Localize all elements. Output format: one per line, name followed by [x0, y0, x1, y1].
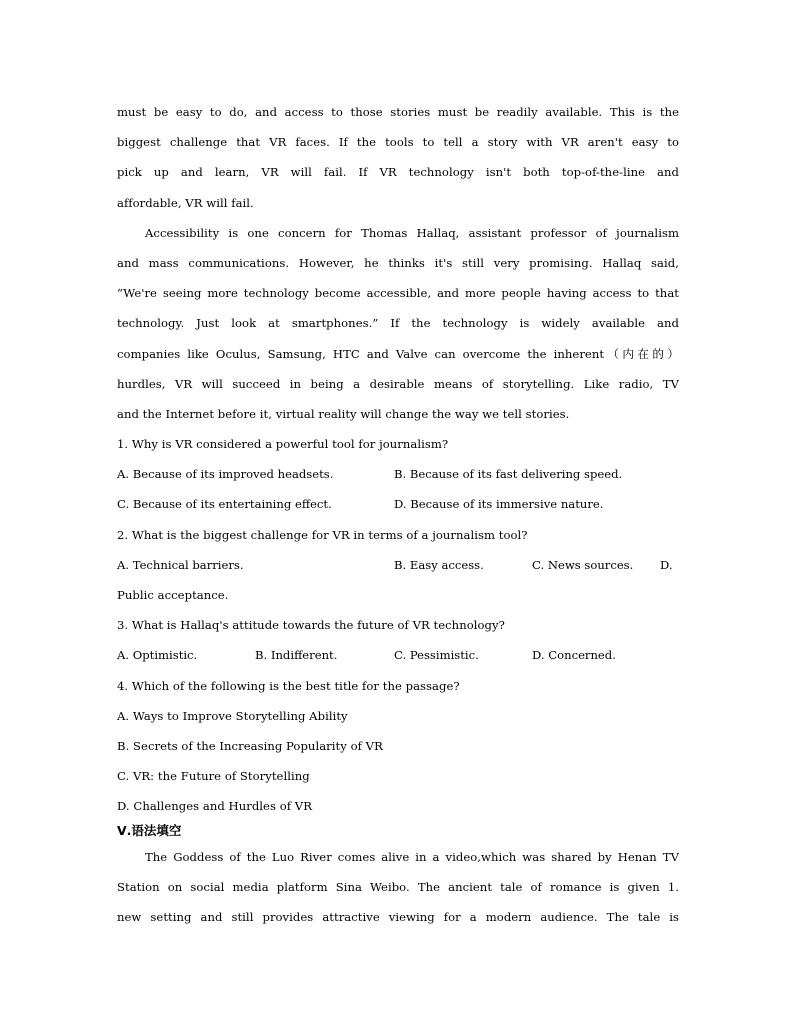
- option-a: A. Ways to Improve Storytelling Ability: [117, 708, 348, 723]
- option-b: B. Secrets of the Increasing Popularity of VR: [117, 738, 383, 753]
- option-d-wrap: Public acceptance.: [117, 588, 229, 602]
- text-line: “We're seeing more technology become accessible, and more people having access to that: [117, 286, 679, 301]
- text-line: technology. Just look at smartphones.” If the technology is widely available and: [117, 316, 679, 331]
- question-stem: 1. Why is VR considered a powerful tool for journalism?: [117, 437, 449, 452]
- question-1: [117, 429, 679, 520]
- text-line: pick up and learn, VR will fail. If VR technology isn't both top-of-the-line and: [117, 165, 679, 180]
- option-d: D. Challenges and Hurdles of VR: [117, 799, 313, 814]
- paragraph-two: [117, 218, 679, 429]
- text-line: biggest challenge that VR faces. If the tools to tell a story with VR aren't easy to: [117, 135, 679, 150]
- option-row: [117, 459, 679, 489]
- option-c: C. News sources.: [532, 557, 634, 572]
- option-a: A. Because of its improved headsets.: [117, 467, 334, 482]
- question-stem: 3. What is Hallaq's attitude towards the future of VR technology?: [117, 618, 505, 633]
- text-line: must be easy to do, and access to those stories must be readily available. This is the: [117, 105, 679, 119]
- question-stem: 2. What is the biggest challenge for VR in terms of a journalism tool?: [117, 527, 528, 542]
- text-line: and mass communications. However, he thinks it's still very promising. Hallaq said,: [117, 255, 679, 270]
- question-2: [117, 520, 679, 611]
- option-a: A. Optimistic.: [117, 648, 198, 663]
- text-line: new setting and still provides attractive viewing for a modern audience. The tale is: [117, 909, 679, 924]
- text-line: companies like Oculus, Samsung, HTC and Valve can overcome the inherent（内在的）: [117, 346, 679, 361]
- option-b: B. Because of its fast delivering speed.: [394, 467, 623, 482]
- option-b: B. Indifferent.: [255, 648, 338, 663]
- document-page: [117, 97, 679, 932]
- passage-continuation: [117, 97, 679, 218]
- text-line: Station on social media platform Sina Weibo. The ancient tale of romance is given 1.: [117, 879, 679, 894]
- text-line: affordable, VR will fail.: [117, 195, 254, 210]
- section-heading: Ⅴ.语法填空: [117, 822, 182, 838]
- option-c: C. VR: the Future of Storytelling: [117, 769, 310, 784]
- option-a: A. Technical barriers.: [117, 557, 244, 572]
- option-row: [117, 550, 679, 580]
- option-d: D. Because of its immersive nature.: [394, 497, 604, 512]
- text-line: The Goddess of the Luo River comes alive in a video,which was shared by Henan TV: [145, 849, 679, 864]
- text-line: and the Internet before it, virtual reality will change the way we tell stories.: [117, 406, 570, 421]
- text-line: hurdles, VR will succeed in being a desirable means of storytelling. Like radio, TV: [117, 376, 679, 391]
- option-row: [117, 489, 679, 519]
- option-b: B. Easy access.: [394, 557, 484, 572]
- question-3: [117, 610, 679, 670]
- text-line: Accessibility is one concern for Thomas Hallaq, assistant professor of journalism: [145, 225, 679, 240]
- option-row: [117, 640, 679, 670]
- question-stem: 4. Which of the following is the best title for the passage?: [117, 678, 460, 693]
- option-d: D. Concerned.: [532, 648, 616, 663]
- question-4: [117, 671, 679, 822]
- option-c: C. Pessimistic.: [394, 648, 479, 663]
- option-c: C. Because of its entertaining effect.: [117, 497, 332, 512]
- section-v: [117, 820, 679, 933]
- option-d: D.: [660, 557, 673, 572]
